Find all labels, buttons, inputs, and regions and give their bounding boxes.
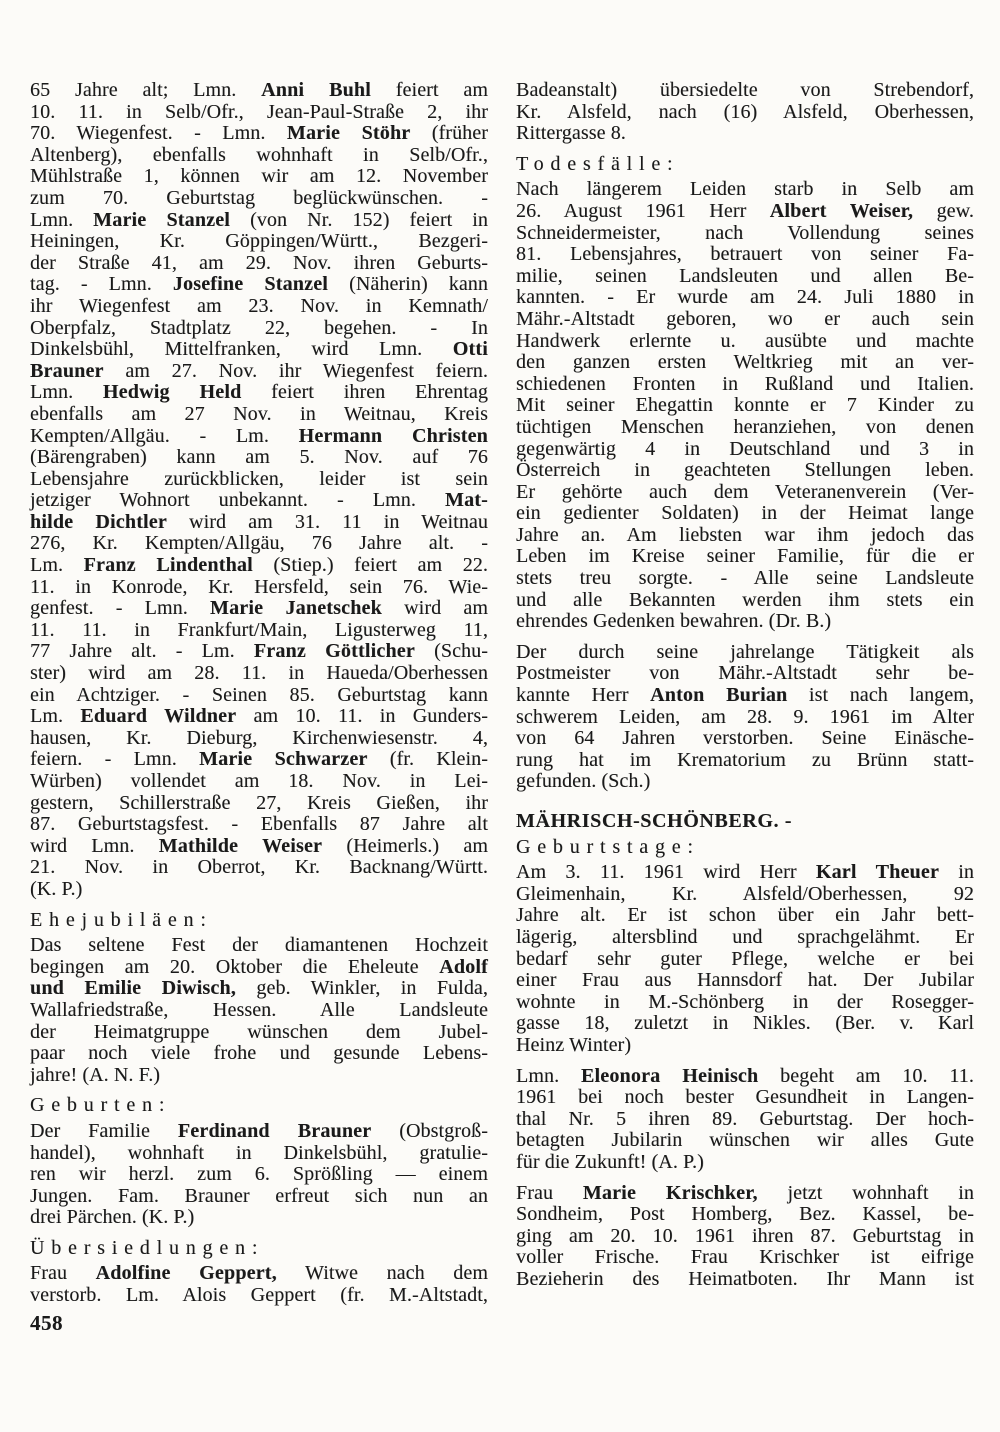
text-segment: schiedenen Fronten in Rußland und Italien.	[516, 372, 974, 395]
text-line	[516, 102, 974, 124]
text-segment: schwerem Leiden, am 28. 9. 1961 im Alter	[516, 705, 974, 728]
text-segment: ren wir herzl. zum 6. Sprößling — einem	[30, 1163, 488, 1186]
text-segment: tag. - Lmn.	[30, 273, 173, 296]
text-line	[516, 1035, 974, 1057]
text-segment: Lm.	[30, 705, 81, 728]
text-line	[30, 620, 488, 642]
person-name: Otti	[452, 338, 488, 361]
text-segment: Sondheim, Post Homberg, Bez. Kassel, be-	[516, 1203, 974, 1226]
person-name: Marie Krischker,	[582, 1181, 758, 1204]
text-segment: Jahre an. Am liebsten war ihm jedoch das	[516, 523, 974, 546]
text-line	[516, 992, 974, 1014]
text-line	[30, 339, 488, 361]
text-line	[516, 707, 974, 729]
text-segment: gasse 18, zuletzt in Nikles. (Ber. v. Karl	[516, 1012, 974, 1035]
text-line	[516, 1013, 974, 1035]
text-line	[516, 970, 974, 992]
text-segment: wird am	[381, 597, 488, 620]
text-line	[30, 296, 488, 318]
text-segment: gegenwärtig 4 in Deutschland und 3 in	[516, 437, 974, 460]
text-segment: (Obstgroß-	[371, 1119, 488, 1142]
text-line	[30, 728, 488, 750]
section-heading: Übersiedlungen:	[30, 1236, 265, 1259]
text-segment: handel), wohnhaft in Dinkelsbühl, gratulie-	[30, 1141, 488, 1164]
person-name: Marie Janetschek	[210, 597, 382, 620]
text-segment: Jungen. Fam. Brauner erfreut sich nun an	[30, 1184, 488, 1207]
text-line	[30, 166, 488, 188]
text-line	[30, 771, 488, 793]
person-name: Karl Theuer	[815, 861, 940, 884]
text-segment: (Bärengraben) kann am 5. Nov. auf 76	[30, 446, 488, 469]
text-line	[30, 793, 488, 815]
text-segment: Lmn.	[30, 381, 103, 404]
paragraph	[30, 1121, 488, 1229]
text-segment: feiern. - Lmn.	[30, 748, 200, 771]
text-segment: stets treu sorgte. - Alle seine Landsleute	[516, 567, 974, 590]
text-segment: 65 Jahre alt; Lmn.	[30, 79, 262, 101]
text-segment: 77 Jahre alt. - Lm.	[30, 640, 254, 663]
text-segment: Wallafriedstraße, Hessen. Alle Landsleute	[30, 998, 488, 1021]
text-segment: Der Familie	[30, 1119, 178, 1142]
text-segment: (Schu-	[414, 640, 489, 663]
text-segment: (K. P.)	[30, 877, 83, 900]
text-line	[516, 179, 974, 201]
text-line	[30, 533, 488, 555]
text-segment: wird Lmn.	[30, 834, 159, 857]
text-segment: 87. Geburtstagsfest. - Ebenfalls 87 Jahre alt	[30, 813, 488, 836]
text-segment: Heiningen, Kr. Göppingen/Württ., Bezgeri-	[30, 230, 488, 253]
text-line	[30, 80, 488, 102]
text-segment: kannten. - Er wurde am 24. Juli 1880 in	[516, 286, 974, 309]
text-columns	[30, 80, 974, 1307]
text-segment: (Näherin) kann	[328, 273, 488, 296]
text-segment: begingen am 20. Oktober die Eheleute	[30, 955, 440, 978]
text-segment: Österreich in geachteten Stellungen leben.	[516, 459, 974, 482]
text-segment: ihr Wiegenfest am 23. Nov. in Kemnath/	[30, 294, 488, 317]
text-line	[516, 1066, 974, 1088]
text-segment: und alle Bekannten werden ihm stets ein	[516, 588, 974, 611]
text-segment: voller Frische. Frau Krischker ist eifrige	[516, 1246, 974, 1269]
text-segment: ein gedienter Soldaten) in der Heimat lange	[516, 502, 974, 525]
text-line	[516, 862, 974, 884]
text-line	[516, 201, 974, 223]
text-segment: feiert ihren Ehrentag	[241, 381, 489, 404]
text-line	[516, 611, 974, 633]
text-line	[30, 1285, 488, 1307]
text-line	[30, 145, 488, 167]
text-segment: Heinz Winter)	[516, 1033, 632, 1056]
text-line	[30, 857, 488, 879]
text-segment: Nach längerem Leiden starb in Selb am	[516, 178, 974, 201]
text-line	[30, 814, 488, 836]
text-line	[30, 577, 488, 599]
paragraph	[516, 80, 974, 145]
text-segment: Mit seiner Ehegattin konnte er 7 Kinder zu	[516, 394, 974, 417]
text-line	[516, 568, 974, 590]
text-segment: ein Achtziger. - Seinen 85. Geburtstag kann	[30, 683, 488, 706]
text-segment: am 10. 11. in Gunders-	[236, 705, 488, 728]
person-name: und Emilie Diwisch,	[30, 977, 237, 1000]
text-line	[516, 1204, 974, 1226]
text-segment: Witwe nach dem	[276, 1262, 488, 1285]
text-segment: Frau	[30, 1262, 96, 1285]
text-line	[30, 879, 488, 901]
text-line	[30, 426, 488, 448]
text-line	[30, 685, 488, 707]
text-segment: Oberpfalz, Stadtplatz 22, begehen. - In	[30, 316, 488, 339]
text-line	[516, 482, 974, 504]
text-segment: Am 3. 11. 1961 wird Herr	[516, 861, 816, 884]
text-line	[516, 750, 974, 772]
text-segment: kannte Herr	[516, 684, 651, 707]
text-line	[516, 460, 974, 482]
text-line	[516, 331, 974, 353]
text-segment: paar noch viele frohe und gesunde Lebens-	[30, 1042, 488, 1065]
text-line	[30, 1000, 488, 1022]
text-line	[30, 1207, 488, 1229]
paragraph	[516, 862, 974, 1056]
text-line	[516, 1130, 974, 1152]
text-segment: Leben im Kreise seiner Familie, für die er	[516, 545, 974, 568]
person-name: Marie Stanzel	[93, 208, 231, 231]
text-line	[30, 1164, 488, 1186]
text-segment: ehrendes Gedenken bewahren. (Dr. B.)	[516, 610, 832, 633]
text-segment: 11. 11. in Frankfurt/Main, Ligusterweg 11,	[30, 618, 488, 641]
text-segment: 70. Wiegenfest. - Lmn.	[30, 122, 287, 145]
text-segment: gew.	[913, 199, 975, 222]
text-line	[30, 361, 488, 383]
text-segment: tüchtigen Menschen heranziehen, von denen	[516, 415, 974, 438]
text-segment: genfest. - Lmn.	[30, 597, 211, 620]
section-heading: Ehejubiläen:	[30, 908, 213, 931]
person-name: Mathilde Weiser	[158, 834, 323, 857]
text-line	[30, 1043, 488, 1065]
text-segment: ster) wird am 28. 11. in Haueda/Oberhessen	[30, 662, 488, 685]
text-segment: wohnte in M.-Schönberg in der Rosegger-	[516, 990, 974, 1013]
person-name: Albert Weiser,	[769, 199, 914, 222]
paragraph	[516, 642, 974, 793]
text-segment: Mähr.-Altstadt geboren, wo er auch sein	[516, 307, 974, 330]
text-segment: feiert am	[371, 79, 488, 101]
section-title: MÄHRISCH-SCHÖNBERG. -	[516, 810, 792, 832]
person-name: Eleonora Heinisch	[580, 1064, 759, 1087]
text-segment: bedarf sehr guter Pflege, welche er bei	[516, 947, 974, 970]
text-segment: Gleimenhain, Kr. Alsfeld/Oberhessen, 92	[516, 882, 974, 905]
text-segment: Der durch seine jahrelange Tätigkeit als	[516, 640, 974, 663]
text-line	[516, 503, 974, 525]
person-name: Anni Buhl	[261, 79, 372, 101]
text-segment: Postmeister von Mähr.-Altstadt sehr be-	[516, 662, 974, 685]
person-name: Anton Burian	[650, 684, 788, 707]
text-segment: Altenberg), ebenfalls wohnhaft in Selb/Ofr.,	[30, 143, 488, 166]
text-line	[516, 1152, 974, 1174]
text-segment: den ganzen ersten Weltkrieg mit an ver-	[516, 351, 974, 374]
text-segment: begeht am 10. 11.	[758, 1064, 974, 1087]
text-segment: Dinkelsbühl, Mittelfranken, wird Lmn.	[30, 338, 453, 361]
text-segment: jetziger Wohnort unbekannt. - Lmn.	[30, 489, 445, 512]
paragraph	[516, 1183, 974, 1291]
text-line	[516, 1226, 974, 1248]
text-line	[30, 663, 488, 685]
text-segment: Schneidermeister, nach Vollendung seines	[516, 221, 974, 244]
person-name: Mat-	[445, 489, 488, 512]
text-segment: jetzt wohnhaft in	[757, 1181, 974, 1204]
person-name: hilde Dichtler	[30, 510, 167, 533]
text-line	[30, 102, 488, 124]
text-segment: geb. Winkler, in Fulda,	[236, 977, 488, 1000]
text-segment: Lmn.	[516, 1064, 581, 1087]
text-line	[30, 469, 488, 491]
text-segment: Rittergasse 8.	[516, 122, 626, 145]
text-segment: 276, Kr. Kempten/Allgäu, 76 Jahre alt. -	[30, 532, 488, 555]
text-line	[516, 80, 974, 102]
text-segment: (früher	[410, 122, 489, 145]
text-line	[30, 1263, 488, 1285]
text-segment: Kempten/Allgäu. - Lm.	[30, 424, 299, 447]
text-segment: zum 70. Geburtstag beglückwünschen. -	[30, 186, 488, 209]
text-line	[516, 1087, 974, 1109]
text-line	[516, 374, 974, 396]
text-line	[516, 949, 974, 971]
paragraph	[30, 1263, 488, 1306]
text-segment: 11. in Konrode, Kr. Hersfeld, sein 76. Wie-	[30, 575, 488, 598]
section-heading: Geburten:	[30, 1094, 172, 1117]
text-line	[516, 417, 974, 439]
paragraph	[516, 179, 974, 632]
text-line	[30, 253, 488, 275]
person-name: Marie Schwarzer	[199, 748, 368, 771]
text-segment: einer Frau aus Hannsdorf hat. Der Jubilar	[516, 969, 974, 992]
text-segment: (fr. Klein-	[367, 748, 488, 771]
text-segment: der Straße 41, am 29. Nov. ihren Geburts-	[30, 251, 488, 274]
text-segment: Handwerk erlernte u. ausübte und machte	[516, 329, 974, 352]
text-line	[30, 210, 488, 232]
text-line	[30, 318, 488, 340]
text-line	[30, 957, 488, 979]
text-segment: gestern, Schillerstraße 27, Kreis Gießen, ihr	[30, 791, 488, 814]
text-segment: Frau	[516, 1181, 583, 1204]
text-line	[516, 309, 974, 331]
person-name: Ferdinand Brauner	[177, 1119, 372, 1142]
text-line	[30, 598, 488, 620]
text-line	[30, 123, 488, 145]
text-segment: für die Zukunft! (A. P.)	[516, 1150, 704, 1173]
text-segment: verstorb. Lm. Alois Geppert (fr. M.-Altstadt,	[30, 1284, 488, 1307]
text-line	[30, 447, 488, 469]
text-line	[30, 404, 488, 426]
text-segment: Lmn.	[30, 208, 94, 231]
text-line	[516, 395, 974, 417]
section-heading: Geburtstage:	[516, 835, 700, 858]
text-segment: am 27. Nov. ihr Wiegenfest feiern.	[103, 359, 488, 382]
text-line	[516, 771, 974, 793]
text-segment: der Heimatgruppe wünschen dem Jubel-	[30, 1020, 488, 1043]
text-line	[516, 590, 974, 612]
text-segment: Das seltene Fest der diamantenen Hochzeit	[30, 934, 488, 957]
text-line	[30, 188, 488, 210]
person-name: Brauner	[30, 359, 104, 382]
text-line	[30, 1121, 488, 1143]
text-line	[516, 927, 974, 949]
person-name: Adolfine Geppert,	[95, 1262, 277, 1285]
text-line	[516, 884, 974, 906]
text-segment: Würben) vollendet am 18. Nov. in Lei-	[30, 770, 488, 792]
text-line	[30, 1143, 488, 1165]
text-segment: Kr. Alsfeld, nach (16) Alsfeld, Oberhessen,	[516, 100, 974, 123]
text-line	[30, 935, 488, 957]
text-line	[516, 642, 974, 664]
text-segment: Badeanstalt) übersiedelte von Strebendorf,	[516, 79, 974, 101]
person-name: Hedwig Held	[102, 381, 242, 404]
text-line	[30, 512, 488, 534]
text-segment: lägerig, altersblind und sprachgelähmt. Er	[516, 925, 974, 948]
text-line	[516, 266, 974, 288]
person-name: Marie Stöhr	[286, 122, 411, 145]
text-line	[516, 663, 974, 685]
text-segment: drei Pärchen. (K. P.)	[30, 1206, 195, 1229]
text-segment: 10. 11. in Selb/Ofr., Jean-Paul-Straße 2, ihr	[30, 100, 488, 123]
text-segment: ging am 20. 10. 1961 ihren 87. Geburtstag in	[516, 1224, 974, 1247]
text-segment: hausen, Kr. Dieburg, Kirchenwiesenstr. 4,	[30, 726, 488, 749]
text-segment: Lm.	[30, 554, 84, 577]
text-line	[30, 978, 488, 1000]
text-segment: jahre! (A. N. F.)	[30, 1063, 161, 1086]
text-segment: 1961 bei noch bester Gesundheit in Langen-	[516, 1086, 974, 1109]
text-line	[516, 1183, 974, 1205]
text-line	[30, 1022, 488, 1044]
person-name: Franz Göttlicher	[253, 640, 415, 663]
text-segment: ebenfalls am 27 Nov. in Weitnau, Kreis	[30, 402, 488, 425]
text-line	[516, 1269, 974, 1291]
text-line	[30, 749, 488, 771]
text-segment: (von Nr. 152) feiert in	[230, 208, 488, 231]
text-line	[30, 555, 488, 577]
text-segment: milie, seinen Landsleuten und allen Be-	[516, 264, 974, 287]
text-segment: (Stiep.) feiert am 22.	[252, 554, 488, 577]
person-name: Hermann Christen	[298, 424, 488, 447]
text-line	[516, 1247, 974, 1269]
text-line	[516, 223, 974, 245]
text-line	[516, 439, 974, 461]
person-name: Franz Lindenthal	[83, 554, 253, 577]
text-line	[30, 836, 488, 858]
page-number: 458	[30, 1311, 63, 1335]
text-segment: Bezieherin des Heimatboten. Ihr Mann ist	[516, 1267, 974, 1290]
text-line	[516, 1109, 974, 1131]
text-segment: wird am 31. 11 in Weitnau	[166, 510, 488, 533]
text-segment: Er gehörte auch dem Veteranenverein (Ver-	[516, 480, 974, 503]
text-segment: rung hat im Krematorium zu Brünn statt-	[516, 748, 974, 771]
text-segment: (Heimerls.) am	[322, 834, 488, 857]
text-line	[30, 231, 488, 253]
right-column	[516, 80, 974, 1307]
text-line	[516, 123, 974, 145]
paragraph	[30, 935, 488, 1086]
text-segment: 26. August 1961 Herr	[516, 199, 770, 222]
paragraph	[30, 80, 488, 901]
text-segment: Mühlstraße 1, können wir am 12. November	[30, 165, 488, 188]
text-line	[30, 382, 488, 404]
section-heading: Todesfälle:	[516, 152, 680, 175]
person-name: Adolf	[439, 955, 488, 978]
text-segment: ist nach langem,	[787, 684, 974, 707]
text-segment: gefunden. (Sch.)	[516, 770, 651, 793]
text-line	[516, 287, 974, 309]
text-segment: Jahre alt. Er ist schon über ein Jahr bett-	[516, 904, 974, 927]
text-segment: betagten Jubilarin wünschen wir alles Gute	[516, 1129, 974, 1152]
paragraph	[516, 1066, 974, 1174]
text-line	[30, 706, 488, 728]
text-segment: thal Nr. 5 ihren 89. Geburtstag. Der hoch-	[516, 1107, 974, 1130]
text-line	[516, 905, 974, 927]
text-segment: Lebensjahre zurückblicken, leider ist sein	[30, 467, 488, 490]
person-name: Eduard Wildner	[80, 705, 237, 728]
text-line	[30, 490, 488, 512]
text-line	[516, 525, 974, 547]
text-segment: 21. Nov. in Oberrot, Kr. Backnang/Württ.	[30, 856, 488, 879]
text-line	[30, 1065, 488, 1087]
person-name: Josefine Stanzel	[172, 273, 329, 296]
text-line	[30, 641, 488, 663]
text-line	[30, 1186, 488, 1208]
text-line	[516, 685, 974, 707]
text-line	[516, 352, 974, 374]
text-line	[516, 728, 974, 750]
text-segment: von 64 Jahren verstorben. Seine Einäsche-	[516, 727, 974, 750]
text-line	[516, 546, 974, 568]
text-segment: 81. Lebensjahres, betrauert von seiner Fa-	[516, 243, 974, 266]
text-line	[516, 244, 974, 266]
text-segment: in	[939, 861, 975, 884]
text-line	[30, 274, 488, 296]
left-column	[30, 80, 488, 1307]
